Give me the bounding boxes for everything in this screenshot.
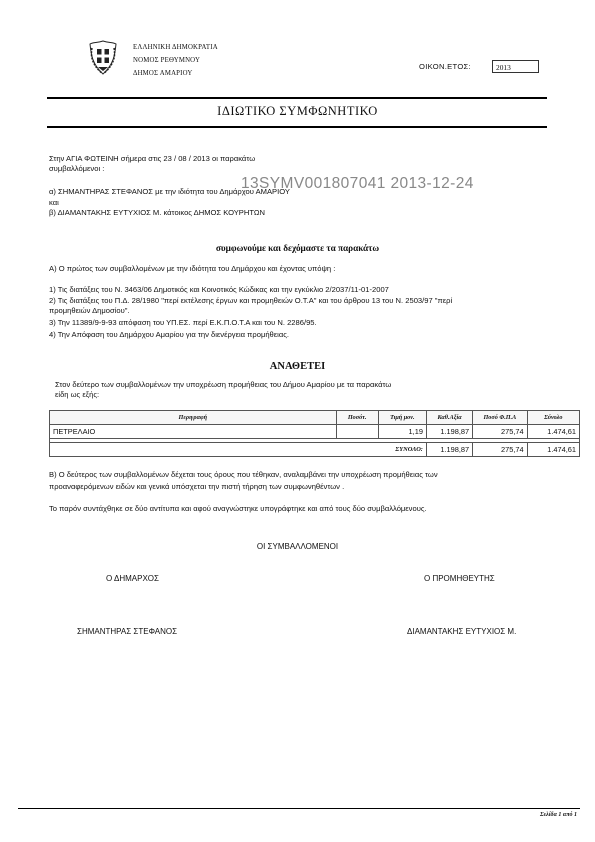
header-country: ΕΛΛΗΝΙΚΗ ΔΗΜΟΚΡΑΤΙΑ [133, 44, 218, 51]
intro-line-2: συμβαλλόμενοι : [49, 164, 105, 173]
total-net-value: 1.198,87 [426, 443, 472, 457]
table-header-row [50, 411, 580, 425]
consideration-1: 1) Τις διατάξεις του Ν. 3463/06 Δημοτικός και Κοινοτικός Κώδικας και την εγκύκλιο 2/2037/11-01-2007 [49, 285, 389, 294]
items-table [49, 410, 580, 457]
party-b: β) ΔΙΑΜΑΝΤΑΚΗΣ ΕΥΤΥΧΙΟΣ Μ. κάτοικος ΔΗΜΟΣ ΚΟΥΡΗΤΩΝ [49, 208, 266, 217]
fiscal-year-field: 2013 [492, 60, 539, 73]
mayor-name: ΣΗΜΑΝΤΗΡΑΣ ΣΤΕΦΑΝΟΣ [77, 627, 178, 636]
footer-divider [18, 808, 580, 809]
mayor-role: Ο ΔΗΜΑΡΧΟΣ [106, 574, 159, 583]
supplier-name: ΔΙΑΜΑΝΤΑΚΗΣ ΕΥΤΥΧΙΟΣ Μ. [407, 627, 517, 636]
col-quantity: Ποσότ. [336, 411, 378, 425]
assignment-heading: ΑΝΑΘΕΤΕΙ [269, 361, 326, 372]
issuer-header [133, 41, 218, 80]
first-party-text: Α) Ο πρώτος των συμβαλλομένων με την ιδιότητα του Δημάρχου και έχοντας υπόψη : [49, 264, 336, 273]
obligations-line-2: προαναφερόμενων ειδών και γενικά υπόσχεται την πιστή τήρηση των συμφωνηθέντων . [49, 482, 345, 491]
obligations-line-1: Β) Ο δεύτερος των συμβαλλομένων δέχεται τους όρους που τέθηκαν, αναλαμβάνει την υποχρέωση προμήθειας των [49, 470, 438, 479]
assignment-line-2: είδη ως εξής: [55, 390, 100, 399]
item-vat: 275,74 [473, 425, 527, 439]
item-description: ΠΕΤΡΕΛΑΙΟ [50, 425, 337, 439]
col-total: Σύνολο [527, 411, 579, 425]
total-amount: 1.474,61 [527, 443, 579, 457]
item-unit-price: 1,19 [378, 425, 426, 439]
consideration-3: 3) Την 11389/9-9-93 απόφαση του ΥΠ.ΕΣ. περί Ε.Κ.Π.Ο.Τ.Α και του Ν. 2286/95. [49, 318, 317, 327]
header-divider [47, 97, 547, 99]
document-title: ΙΔΙΩΤΙΚΟ ΣΥΜΦΩΝΗΤΙΚΟ [217, 104, 378, 118]
page-number: Σελίδα 1 από 1 [540, 812, 577, 818]
agreement-heading: συμφωνούμε και δεχόμαστε τα παρακάτω [215, 243, 380, 253]
col-net-value: Καθ.Αξία [426, 411, 472, 425]
supplier-role: Ο ΠΡΟΜΗΘΕΥΤΗΣ [424, 574, 495, 583]
fiscal-year-label: ΟΙΚΟΝ.ΕΤΟΣ: [419, 62, 471, 71]
item-quantity [336, 425, 378, 439]
party-a: α) ΣΗΜΑΝΤΗΡΑΣ ΣΤΕΦΑΝΟΣ με την ιδιότητα του Δημάρχου ΑΜΑΡΙΟΥ [49, 187, 290, 196]
table-totals-row [50, 443, 580, 457]
item-total: 1.474,61 [527, 425, 579, 439]
closing-statement: Το παρόν συντάχθηκε σε δύο αντίτυπα και αφού αναγνώστηκε υπογράφτηκε και από τους δύο συμβαλλόμενους. [49, 504, 427, 513]
consideration-2: 2) Τις διατάξεις του Π.Δ. 28/1980 "περί εκτέλεσης έργων και προμηθειών Ο.Τ.Α" και του άρθρου 13 του Ν. 2503/97 "περί [49, 296, 453, 305]
consideration-2-cont: προμηθειών Δημοσίου". [49, 306, 130, 315]
header-municipality: ΔΗΜΟΣ ΑΜΑΡΙΟΥ [133, 70, 193, 77]
header-prefecture: ΝΟΜΟΣ ΡΕΘΥΜΝΟΥ [133, 57, 201, 64]
signatures-heading: ΟΙ ΣΥΜΒΑΛΛΟΜΕΝΟΙ [256, 542, 339, 551]
title-divider [47, 126, 547, 128]
col-unit-price: Τιμή μον. [378, 411, 426, 425]
item-net-value: 1.198,87 [426, 425, 472, 439]
party-conjunction: και [49, 198, 59, 207]
total-vat: 275,74 [473, 443, 527, 457]
consideration-4: 4) Την Απόφαση του Δημάρχου Αμαρίου για την διενέργεια προμήθειας. [49, 330, 290, 339]
greek-emblem-icon [86, 40, 120, 76]
col-vat: Ποσό Φ.Π.Α [473, 411, 527, 425]
assignment-line-1: Στον δεύτερο των συμβαλλομένων την υποχρέωση προμήθειας του Δήμου Αμαρίου με τα παρακάτω [55, 380, 392, 389]
totals-label: ΣΥΝΟΛΟ: [50, 443, 427, 457]
intro-line-1: Στην ΑΓΙΑ ΦΩΤΕΙΝΗ σήμερα στις 23 / 08 / 2013 οι παρακάτω [49, 154, 256, 163]
table-row [50, 425, 580, 439]
col-description: Περιγραφή [50, 411, 337, 425]
registry-watermark: 13SYMV001807041 2013-12-24 [241, 175, 474, 192]
